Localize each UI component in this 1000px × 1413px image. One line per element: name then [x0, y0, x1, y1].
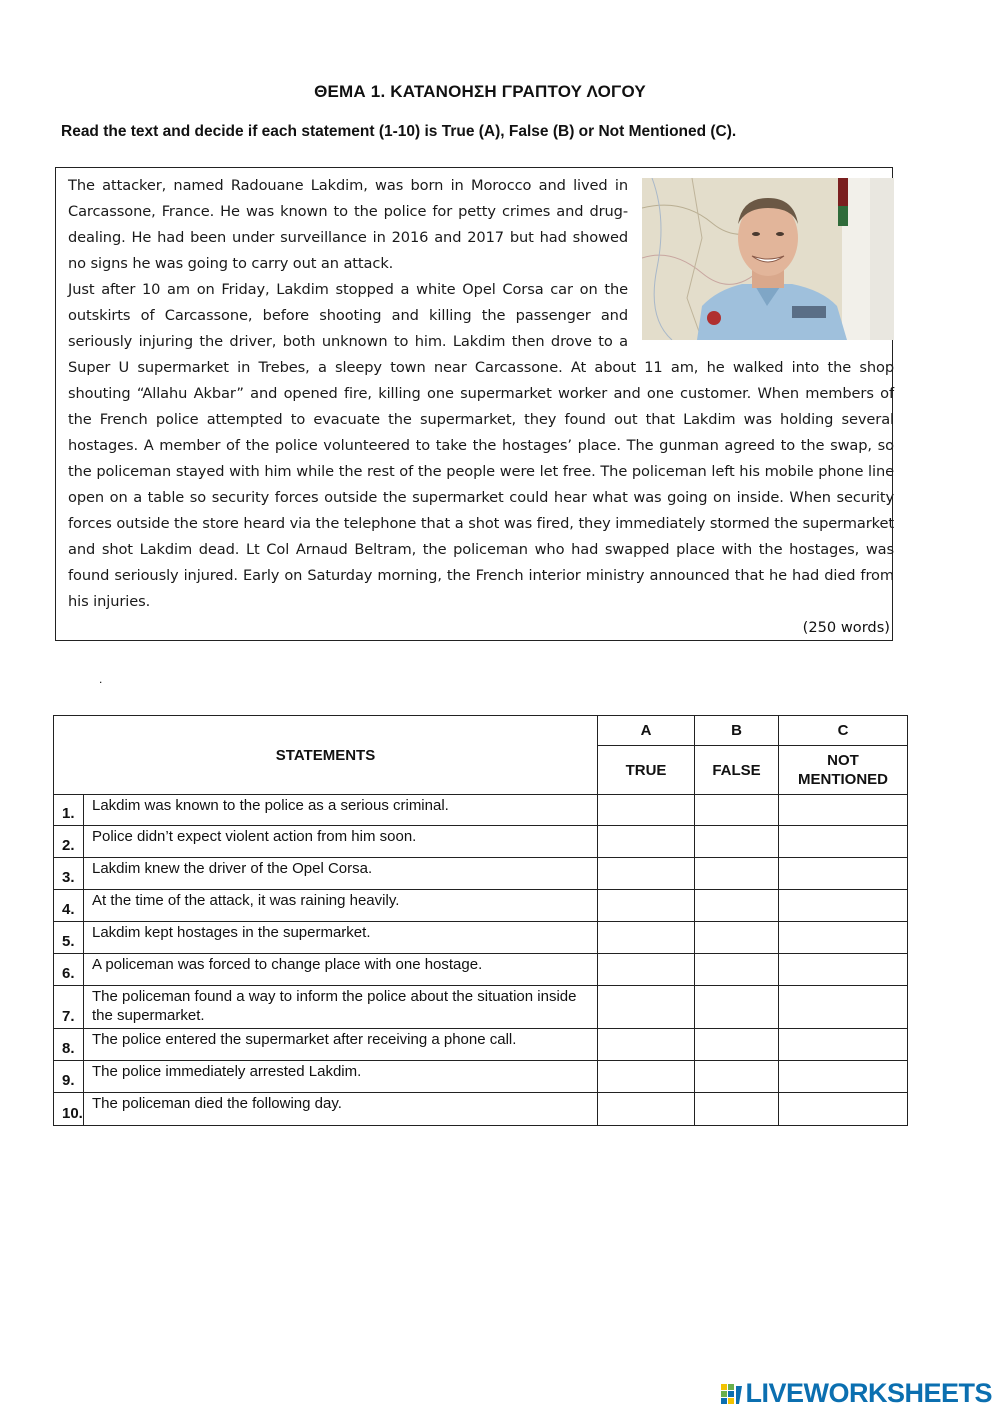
statement-number: 8. [54, 1029, 84, 1061]
answer-cell-true[interactable] [598, 954, 695, 986]
answer-cell-true[interactable] [598, 795, 695, 826]
instructions: Read the text and decide if each statement (1-10) is True (A), False (B) or Not Mentioned (C). [61, 123, 737, 140]
answer-cell-true[interactable] [598, 890, 695, 922]
statement-text: Lakdim knew the driver of the Opel Corsa. [84, 858, 598, 890]
statement-number: 1. [54, 795, 84, 826]
answer-cell-not-mentioned[interactable] [779, 922, 908, 954]
answer-cell-not-mentioned[interactable] [779, 1093, 908, 1126]
column-c-label [779, 746, 908, 795]
statement-text: At the time of the attack, it was raining heavily. [84, 890, 598, 922]
column-b-label: FALSE [695, 746, 779, 795]
answer-cell-not-mentioned[interactable] [779, 890, 908, 922]
column-c-letter: C [779, 716, 908, 746]
table-row [54, 1061, 908, 1093]
policeman-photo [642, 178, 894, 340]
statement-number: 5. [54, 922, 84, 954]
answer-cell-false[interactable] [695, 890, 779, 922]
liveworksheets-logo-text: LIVEWORKSHEETS [745, 1378, 992, 1408]
statement-number: 10. [54, 1093, 84, 1126]
answer-cell-true[interactable] [598, 1093, 695, 1126]
passage-paragraph-1: The attacker, named Radouane Lakdim, was born in Morocco and lived in Carcassone, France. He was known to the police for petty crimes and drug-dealing. He had been under surveillance in 2016 and 2017 but had showed no signs he was going to carry out an attack. [68, 177, 628, 272]
liveworksheets-logo-icon [721, 1382, 743, 1406]
statement-text: The policeman found a way to inform the police about the situation inside the supermarket. [84, 986, 598, 1029]
table-row [54, 1029, 908, 1061]
statements-header: STATEMENTS [54, 716, 598, 795]
liveworksheets-logo [721, 1378, 992, 1409]
answer-cell-false[interactable] [695, 826, 779, 858]
answer-cell-false[interactable] [695, 858, 779, 890]
answer-cell-false[interactable] [695, 1029, 779, 1061]
answer-cell-true[interactable] [598, 922, 695, 954]
table-row [54, 954, 908, 986]
statement-text: The police entered the supermarket after receiving a phone call. [84, 1029, 598, 1061]
answer-cell-not-mentioned[interactable] [779, 954, 908, 986]
answer-cell-not-mentioned[interactable] [779, 826, 908, 858]
table-row [54, 986, 908, 1029]
page-title: ΘΕΜΑ 1. ΚΑΤΑΝΟΗΣΗ ΓΡΑΠΤΟΥ ΛΟΓΟΥ [314, 82, 646, 101]
answer-cell-not-mentioned[interactable] [779, 858, 908, 890]
statement-text: A policeman was forced to change place with one hostage. [84, 954, 598, 986]
answer-cell-true[interactable] [598, 1029, 695, 1061]
statement-number: 9. [54, 1061, 84, 1093]
table-row [54, 922, 908, 954]
table-row [54, 795, 908, 826]
statement-number: 2. [54, 826, 84, 858]
statement-text: Lakdim was known to the police as a serious criminal. [84, 795, 598, 826]
answer-cell-true[interactable] [598, 986, 695, 1029]
answer-cell-not-mentioned[interactable] [779, 1061, 908, 1093]
answer-cell-false[interactable] [695, 922, 779, 954]
answer-cell-false[interactable] [695, 795, 779, 826]
reading-passage-box [55, 167, 893, 641]
answer-cell-true[interactable] [598, 858, 695, 890]
reading-passage [68, 173, 894, 615]
column-a-letter: A [598, 716, 695, 746]
answer-cell-false[interactable] [695, 986, 779, 1029]
stray-mark: . [99, 672, 103, 686]
answer-cell-false[interactable] [695, 954, 779, 986]
answer-cell-not-mentioned[interactable] [779, 986, 908, 1029]
answer-cell-not-mentioned[interactable] [779, 1029, 908, 1061]
answer-cell-false[interactable] [695, 1093, 779, 1126]
statement-number: 6. [54, 954, 84, 986]
table-row [54, 826, 908, 858]
statement-number: 4. [54, 890, 84, 922]
table-row [54, 1093, 908, 1126]
table-row [54, 890, 908, 922]
answer-cell-not-mentioned[interactable] [779, 795, 908, 826]
statement-number: 3. [54, 858, 84, 890]
passage-paragraph-2: Just after 10 am on Friday, Lakdim stopped a white Opel Corsa car on the outskirts of Carcassone, before shooting and killing the passenger and seriously injuring the driver, both unknown to him. Lakdim then drove to a Super U supermarket in Trebes, a sleepy town near Carcassone. At about 11 am, he walked into the shop shouting “Allahu Akbar” and opened fire, killing one supermarket worker and one customer. When members of the French police attempted to evacuate the supermarket, they found out that Lakdim was holding several hostages. A member of the police volunteered to take the hostages’ place. The gunman agreed to the swap, so the policeman stayed with him while the rest of the people were let free. The policeman left his mobile phone line open on a table so security forces outside the supermarket could hear what was going on inside. When security forces outside the store heard via the telephone that a shot was fired, they immediately stormed the supermarket and shot Lakdim dead. Lt Col Arnaud Beltram, the policeman who had swapped place with the hostages, was found seriously injured. Early on Saturday morning, the French interior ministry announced that he had died from his injuries. [68, 281, 894, 610]
table-row [54, 858, 908, 890]
column-a-label: TRUE [598, 746, 695, 795]
answer-cell-true[interactable] [598, 826, 695, 858]
statement-text: The policeman died the following day. [84, 1093, 598, 1126]
statement-text: Lakdim kept hostages in the supermarket. [84, 922, 598, 954]
statement-text: Police didn’t expect violent action from him soon. [84, 826, 598, 858]
column-b-letter: B [695, 716, 779, 746]
column-c-label-text: NOT MENTIONED [798, 752, 889, 788]
answer-cell-false[interactable] [695, 1061, 779, 1093]
answer-cell-true[interactable] [598, 1061, 695, 1093]
statement-text: The police immediately arrested Lakdim. [84, 1061, 598, 1093]
word-count: (250 words) [802, 619, 890, 636]
statements-table [53, 715, 908, 1126]
statement-number: 7. [54, 986, 84, 1029]
